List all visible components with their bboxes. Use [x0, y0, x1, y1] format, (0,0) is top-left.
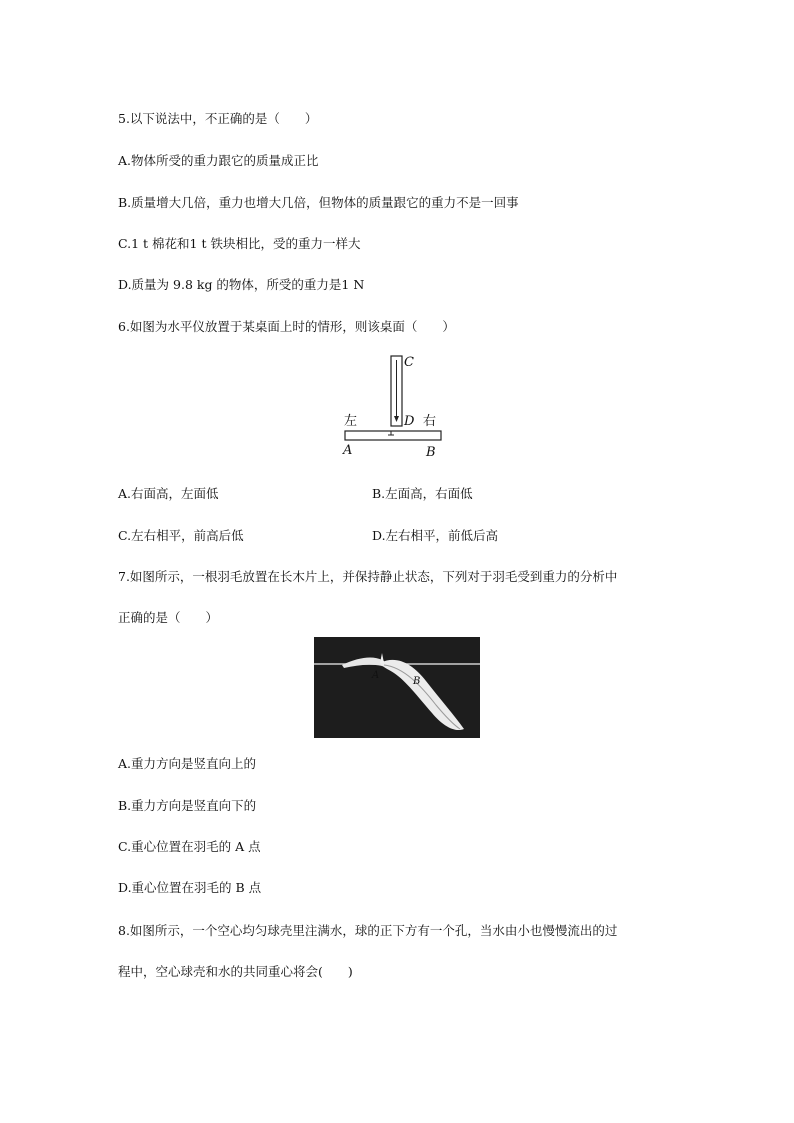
q7-option-a: A.重力方向是竖直向上的	[118, 756, 257, 771]
q7-stem-line2: 正确的是（ ）	[118, 610, 219, 625]
feather-tip	[380, 653, 384, 663]
photo-label-a: A	[372, 670, 380, 681]
q5-option-a: A.物体所受的重力跟它的质量成正比	[118, 153, 319, 168]
label-c: C	[404, 355, 414, 370]
q7-stem-line1: 7.如图所示，一根羽毛放置在长木片上，并保持静止状态，下列对于羽毛受到重力的分析中	[118, 569, 618, 584]
q6-option-d: D.左右相平，前低后高	[372, 528, 499, 543]
q6-stem: 6.如图为水平仪放置于某桌面上时的情形，则该桌面（ ）	[118, 319, 455, 334]
q7-option-c: C.重心位置在羽毛的 A 点	[118, 839, 261, 854]
q7-option-b: B.重力方向是竖直向下的	[118, 798, 257, 813]
q6-option-c: C.左右相平，前高后低	[118, 528, 244, 543]
q7-option-d: D.重心位置在羽毛的 B 点	[118, 880, 262, 895]
label-b: B	[426, 445, 436, 460]
plumb-bob	[394, 416, 399, 422]
q5-option-d: D.质量为 9.8 kg 的物体，所受的重力是1 N	[118, 277, 365, 292]
feather-drawing	[314, 637, 480, 738]
label-right: 右	[423, 414, 437, 429]
q8-stem-line1: 8.如图所示，一个空心均匀球壳里注满水，球的正下方有一个孔，当水由小也慢慢流出的过	[118, 923, 618, 938]
q8-stem-line2: 程中，空心球壳和水的共同重心将会( )	[118, 964, 353, 979]
q6-option-b: B.左面高，右面低	[372, 486, 473, 501]
q6-option-a: A.右面高，左面低	[118, 486, 219, 501]
label-left: 左	[344, 414, 358, 429]
label-d: D	[404, 414, 415, 429]
q5-option-b: B.质量增大几倍，重力也增大几倍，但物体的质量跟它的重力不是一回事	[118, 195, 519, 210]
label-a: A	[343, 443, 353, 458]
q5-option-c: C.1 t 棉花和1 t 铁块相比，受的重力一样大	[118, 236, 361, 251]
feather-photo	[314, 637, 480, 738]
feather-left	[342, 658, 386, 668]
level-gauge-figure	[338, 350, 448, 465]
photo-label-b: B	[413, 676, 421, 687]
q5-stem: 5.以下说法中，不正确的是（ ）	[118, 111, 318, 126]
feather-body	[380, 660, 464, 730]
